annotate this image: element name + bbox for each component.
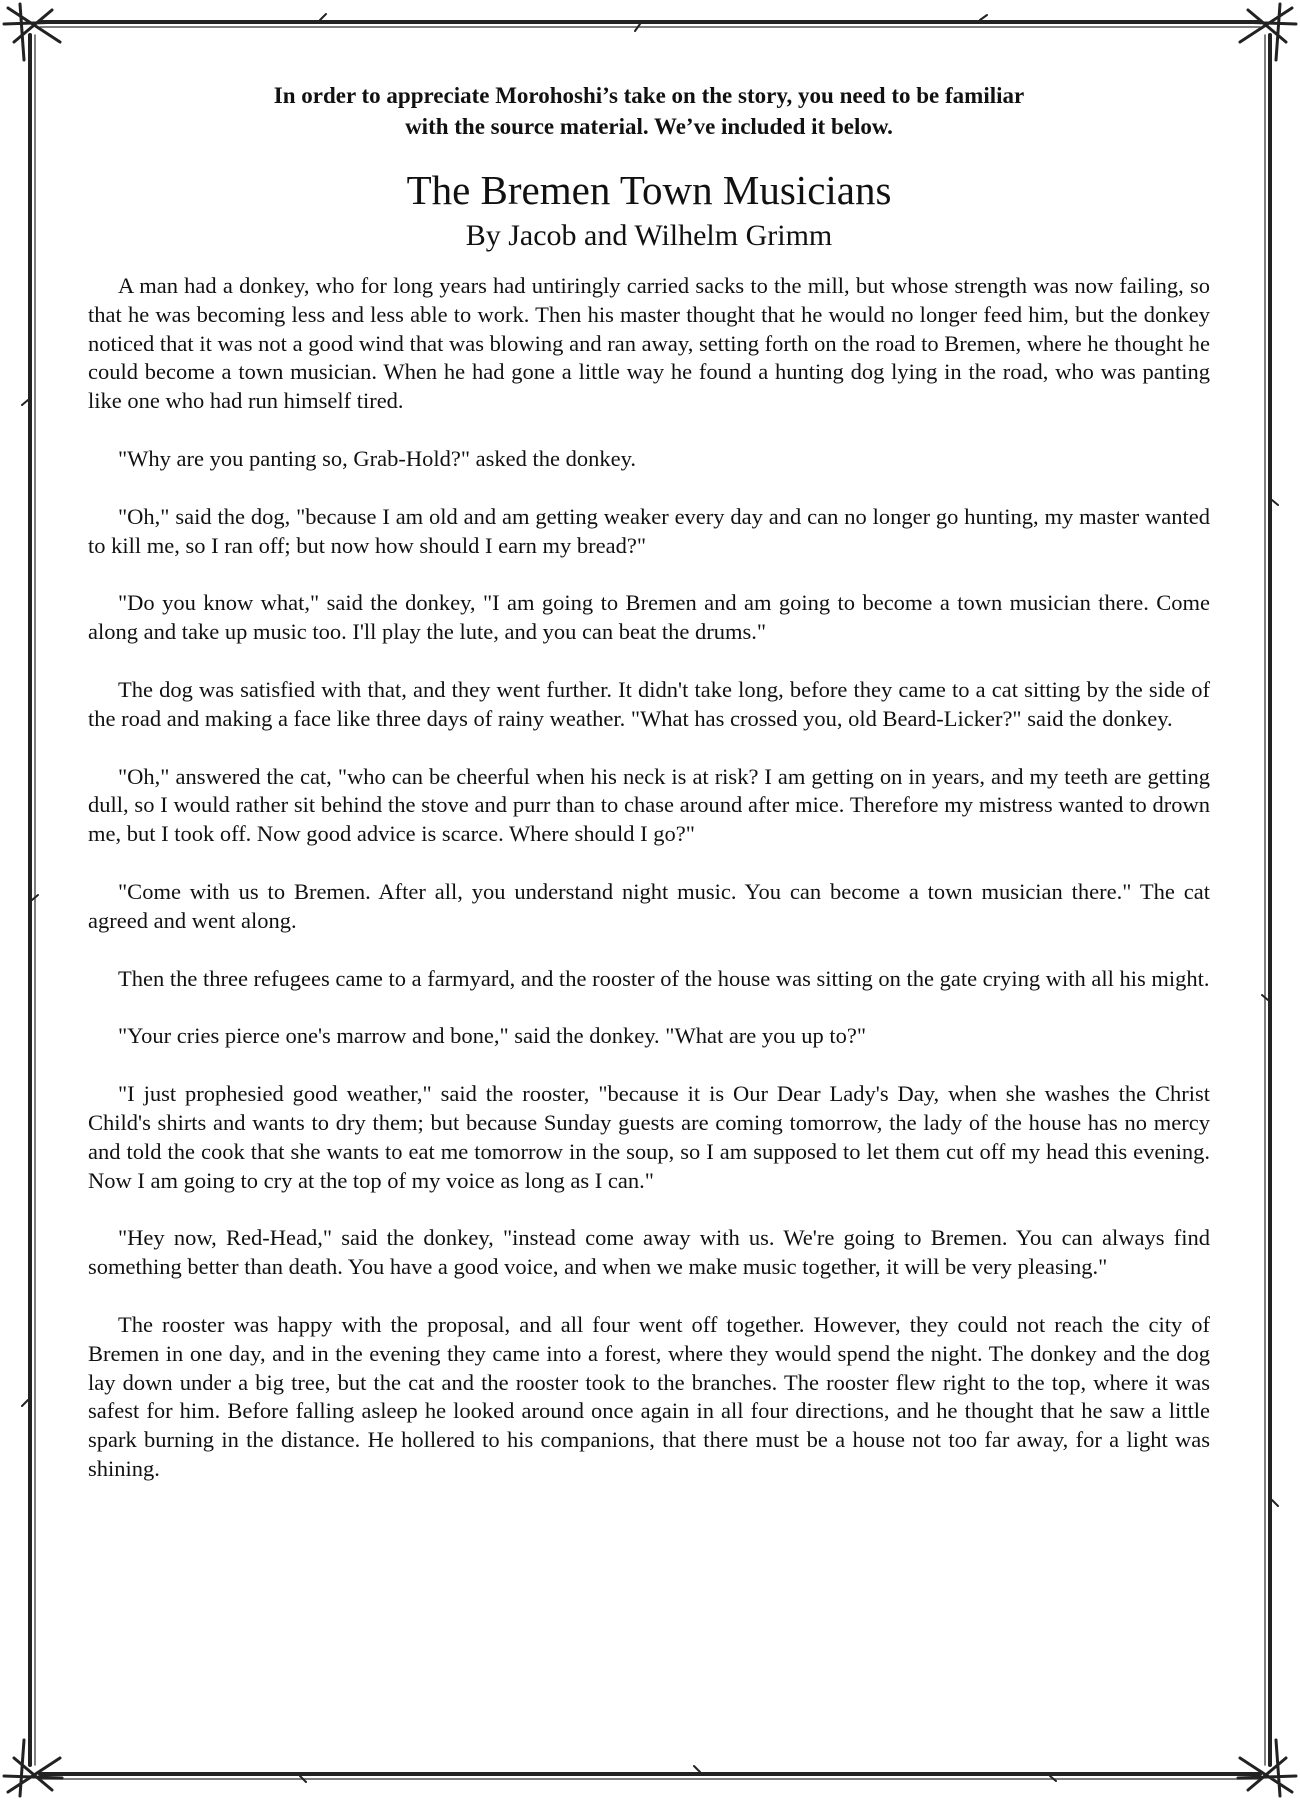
story-paragraph: "Come with us to Bremen. After all, you understand night music. You can become a town musician there." The cat agreed and went along.	[88, 878, 1210, 933]
story-title: The Bremen Town Musicians	[406, 167, 892, 213]
intro-note	[88, 80, 1210, 142]
story-paragraph: "Oh," said the dog, "because I am old and am getting weaker every day and can no longer go hunting, my master wanted to kill me, so I ran off; but now how should I earn my bread?"	[88, 503, 1210, 558]
story-paragraph: "Hey now, Red-Head," said the donkey, "instead come away with us. We're going to Bremen. You can always find something better than death. You have a good voice, and when we make music together, it will be very pleasing."	[88, 1225, 1210, 1280]
story-paragraph: "Why are you panting so, Grab-Hold?" asked the donkey.	[118, 445, 637, 471]
intro-line-2: with the source material. We’ve included it below.	[405, 114, 893, 139]
story-paragraph: "I just prophesied good weather," said the rooster, "because it is Our Dear Lady's Day, when she washes the Christ Child's shirts and wants to dry them; but because Sunday guests are coming tomorrow, the lady of the house has no mercy and told the cook that she wants to eat me tomorrow in the soup, so I am supposed to let them cut off my head this evening. Now I am going to cry at the top of my voice as long as I can."	[88, 1081, 1210, 1193]
story-paragraph: The dog was satisfied with that, and they went further. It didn't take long, before they came to a cat sitting by the side of the road and making a face like three days of rainy weather. "What has crossed you, old Beard-Licker?" said the donkey.	[88, 676, 1210, 731]
story-paragraph: The rooster was happy with the proposal, and all four went off together. However, they could not reach the city of Bremen in one day, and in the evening they came into a forest, where they would spend the night. The donkey and the dog lay down under a big tree, but the cat and the rooster took to the branches. The rooster flew right to the top, where it was safest for him. Before falling asleep he looked around once again in all four directions, and he thought that he saw a little spark burning in the distance. He hollered to his companions, that there must be a house not too far away, for a light was shining.	[88, 1311, 1210, 1481]
intro-line-1: In order to appreciate Morohoshi’s take on the story, you need to be familiar	[273, 83, 1025, 108]
story-paragraph: Then the three refugees came to a farmyard, and the rooster of the house was sitting on the gate crying with all his might.	[118, 965, 1210, 991]
story-paragraph: "Your cries pierce one's marrow and bone," said the donkey. "What are you up to?"	[118, 1023, 867, 1049]
story-paragraph: A man had a donkey, who for long years had untiringly carried sacks to the mill, but whose strength was now failing, so that he was becoming less and less able to work. Then his master thought that he would no longer feed him, but the donkey noticed that it was not a good wind that was blowing and ran away, setting forth on the road to Bremen, where he thought he could become a town musician. When he had gone a little way he found a hunting dog lying in the road, who was panting like one who had run himself tired.	[88, 273, 1210, 414]
story-paragraph: "Do you know what," said the donkey, "I am going to Bremen and am going to become a town musician there. Come along and take up music too. I'll play the lute, and you can beat the drums."	[88, 590, 1210, 645]
page-content	[88, 80, 1210, 1513]
story-byline: By Jacob and Wilhelm Grimm	[465, 219, 833, 252]
story-paragraph: "Oh," answered the cat, "who can be cheerful when his neck is at risk? I am getting on in years, and my teeth are getting dull, so I would rather sit behind the stove and purr than to chase around after mice. Therefore my mistress wanted to drown me, but I took off. Now good advice is scarce. Where should I go?"	[88, 763, 1210, 847]
